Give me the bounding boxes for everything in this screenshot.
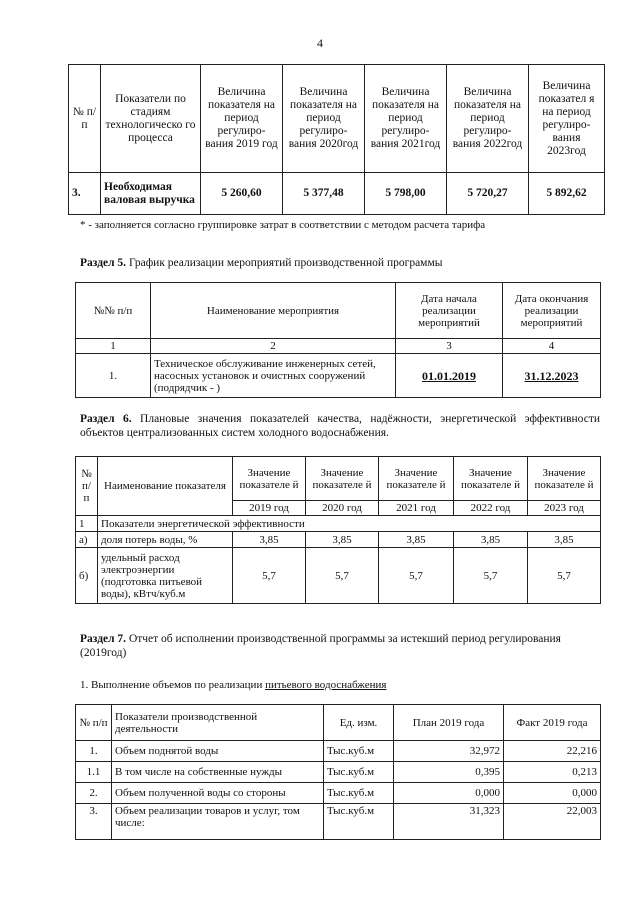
section7-heading bbox=[80, 632, 600, 660]
row-num: 3. bbox=[69, 173, 101, 215]
year-2023: 2023 год bbox=[528, 501, 601, 516]
header-value-2022: Значение показателе й bbox=[454, 457, 528, 501]
quality-indicators-table bbox=[75, 456, 601, 604]
row-fact: 0,000 bbox=[504, 783, 601, 804]
header-num: № п/п bbox=[76, 705, 112, 741]
row-indicator: Объем полученной воды со стороны bbox=[112, 783, 324, 804]
header-fact: Факт 2019 года bbox=[504, 705, 601, 741]
row-unit: Тыс.куб.м bbox=[324, 804, 394, 840]
header-2021: Величина показателя на период регулиро- вания 2021год bbox=[365, 65, 447, 173]
group-title: Показатели энергетической эффективности bbox=[98, 516, 601, 532]
row-value: 5,7 bbox=[454, 548, 528, 604]
row-name: доля потерь воды, % bbox=[98, 532, 233, 548]
year-2020: 2020 год bbox=[306, 501, 379, 516]
row-end-date: 31.12.2023 bbox=[503, 354, 601, 398]
group-num: 1 bbox=[76, 516, 98, 532]
row-fact: 22,216 bbox=[504, 741, 601, 762]
section6-label: Раздел 6. bbox=[80, 413, 132, 425]
row-indicator: Необходимая валовая выручка bbox=[101, 173, 201, 215]
header-name: Наименование показателя bbox=[98, 457, 233, 516]
col-num-2: 2 bbox=[151, 339, 396, 354]
col-num-4: 4 bbox=[503, 339, 601, 354]
row-unit: Тыс.куб.м bbox=[324, 762, 394, 783]
header-indicator: Показатели по стадиям технологическо го процесса bbox=[101, 65, 201, 173]
footnote: * - заполняется согласно группировке затрат в соответствии с методом расчета тарифа bbox=[80, 219, 486, 231]
row-unit: Тыс.куб.м bbox=[324, 783, 394, 804]
section5-heading bbox=[80, 256, 442, 270]
subheading-text: 1. Выполнение объемов по реализации bbox=[80, 679, 266, 691]
year-2019: 2019 год bbox=[233, 501, 306, 516]
section5-label: Раздел 5. bbox=[80, 257, 127, 269]
header-unit: Ед. изм. bbox=[324, 705, 394, 741]
row-plan: 31,323 bbox=[394, 804, 504, 840]
row-value: 3,85 bbox=[454, 532, 528, 548]
col-num-3: 3 bbox=[396, 339, 503, 354]
header-end-date: Дата окончания реализации мероприятий bbox=[503, 283, 601, 339]
header-value-2021: Значение показателе й bbox=[379, 457, 454, 501]
header-indicator: Показатели производственной деятельности bbox=[112, 705, 324, 741]
header-plan: План 2019 года bbox=[394, 705, 504, 741]
header-activity: Наименование мероприятия bbox=[151, 283, 396, 339]
row-value: 3,85 bbox=[233, 532, 306, 548]
value-2022: 5 720,27 bbox=[447, 173, 529, 215]
row-value: 5,7 bbox=[379, 548, 454, 604]
row-num: 1. bbox=[76, 354, 151, 398]
header-num: №№ п/п bbox=[76, 283, 151, 339]
row-value: 3,85 bbox=[528, 532, 601, 548]
year-2021: 2021 год bbox=[379, 501, 454, 516]
row-num: 1. bbox=[76, 741, 112, 762]
row-value: 5,7 bbox=[233, 548, 306, 604]
col-num-1: 1 bbox=[76, 339, 151, 354]
row-value: 3,85 bbox=[379, 532, 454, 548]
row-num: 2. bbox=[76, 783, 112, 804]
required-revenue-table bbox=[68, 64, 605, 215]
value-2020: 5 377,48 bbox=[283, 173, 365, 215]
value-2021: 5 798,00 bbox=[365, 173, 447, 215]
row-num: 1.1 bbox=[76, 762, 112, 783]
row-value: 5,7 bbox=[528, 548, 601, 604]
row-fact: 22,003 bbox=[504, 804, 601, 840]
execution-report-table bbox=[75, 704, 601, 840]
header-value-2023: Значение показателе й bbox=[528, 457, 601, 501]
subheading-underlined: питьевого водоснабжения bbox=[265, 679, 387, 691]
header-start-date: Дата начала реализации мероприятий bbox=[396, 283, 503, 339]
row-indicator: Объем реализации товаров и услуг, том числе: bbox=[112, 804, 324, 840]
page-number: 4 bbox=[317, 36, 323, 50]
value-2023: 5 892,62 bbox=[529, 173, 605, 215]
section7-label: Раздел 7. bbox=[80, 633, 127, 645]
header-2020: Величина показателя на период регулиро- вания 2020год bbox=[283, 65, 365, 173]
header-num: № п/ п bbox=[69, 65, 101, 173]
header-value-2020: Значение показателе й bbox=[306, 457, 379, 501]
row-indicator: Объем поднятой воды bbox=[112, 741, 324, 762]
year-2022: 2022 год bbox=[454, 501, 528, 516]
row-plan: 0,000 bbox=[394, 783, 504, 804]
row-unit: Тыс.куб.м bbox=[324, 741, 394, 762]
row-indicator: В том числе на собственные нужды bbox=[112, 762, 324, 783]
value-2019: 5 260,60 bbox=[201, 173, 283, 215]
row-num: а) bbox=[76, 532, 98, 548]
header-2023: Величина показател я на период регулиро- вания 2023год bbox=[529, 65, 605, 173]
row-plan: 32,972 bbox=[394, 741, 504, 762]
section5-title: График реализации мероприятий производственной программы bbox=[128, 257, 443, 269]
row-num: 3. bbox=[76, 804, 112, 840]
row-num: б) bbox=[76, 548, 98, 604]
section7-subheading bbox=[80, 678, 386, 692]
row-fact: 0,213 bbox=[504, 762, 601, 783]
header-value-2019: Значение показателе й bbox=[233, 457, 306, 501]
row-name: удельный расход электроэнергии (подготовка питьевой воды), кВтч/куб.м bbox=[98, 548, 233, 604]
row-activity: Техническое обслуживание инженерных сетей, насосных установок и очистных сооружений (подрядчик - ) bbox=[151, 354, 396, 398]
header-2019: Величина показателя на период регулиро- вания 2019 год bbox=[201, 65, 283, 173]
section7-title: Отчет об исполнении производственной программы за истекший период регулирования (2019год) bbox=[80, 633, 561, 659]
row-value: 5,7 bbox=[306, 548, 379, 604]
schedule-table bbox=[75, 282, 601, 398]
header-num: № п/ п bbox=[76, 457, 98, 516]
row-plan: 0,395 bbox=[394, 762, 504, 783]
row-value: 3,85 bbox=[306, 532, 379, 548]
section6-title: Плановые значения показателей качества, надёжности, энергетической эффективности объектов централизованных систем холодного водоснабжения. bbox=[80, 413, 601, 439]
row-start-date: 01.01.2019 bbox=[396, 354, 503, 398]
section6-heading bbox=[80, 412, 600, 440]
header-2022: Величина показателя на период регулиро- вания 2022год bbox=[447, 65, 529, 173]
